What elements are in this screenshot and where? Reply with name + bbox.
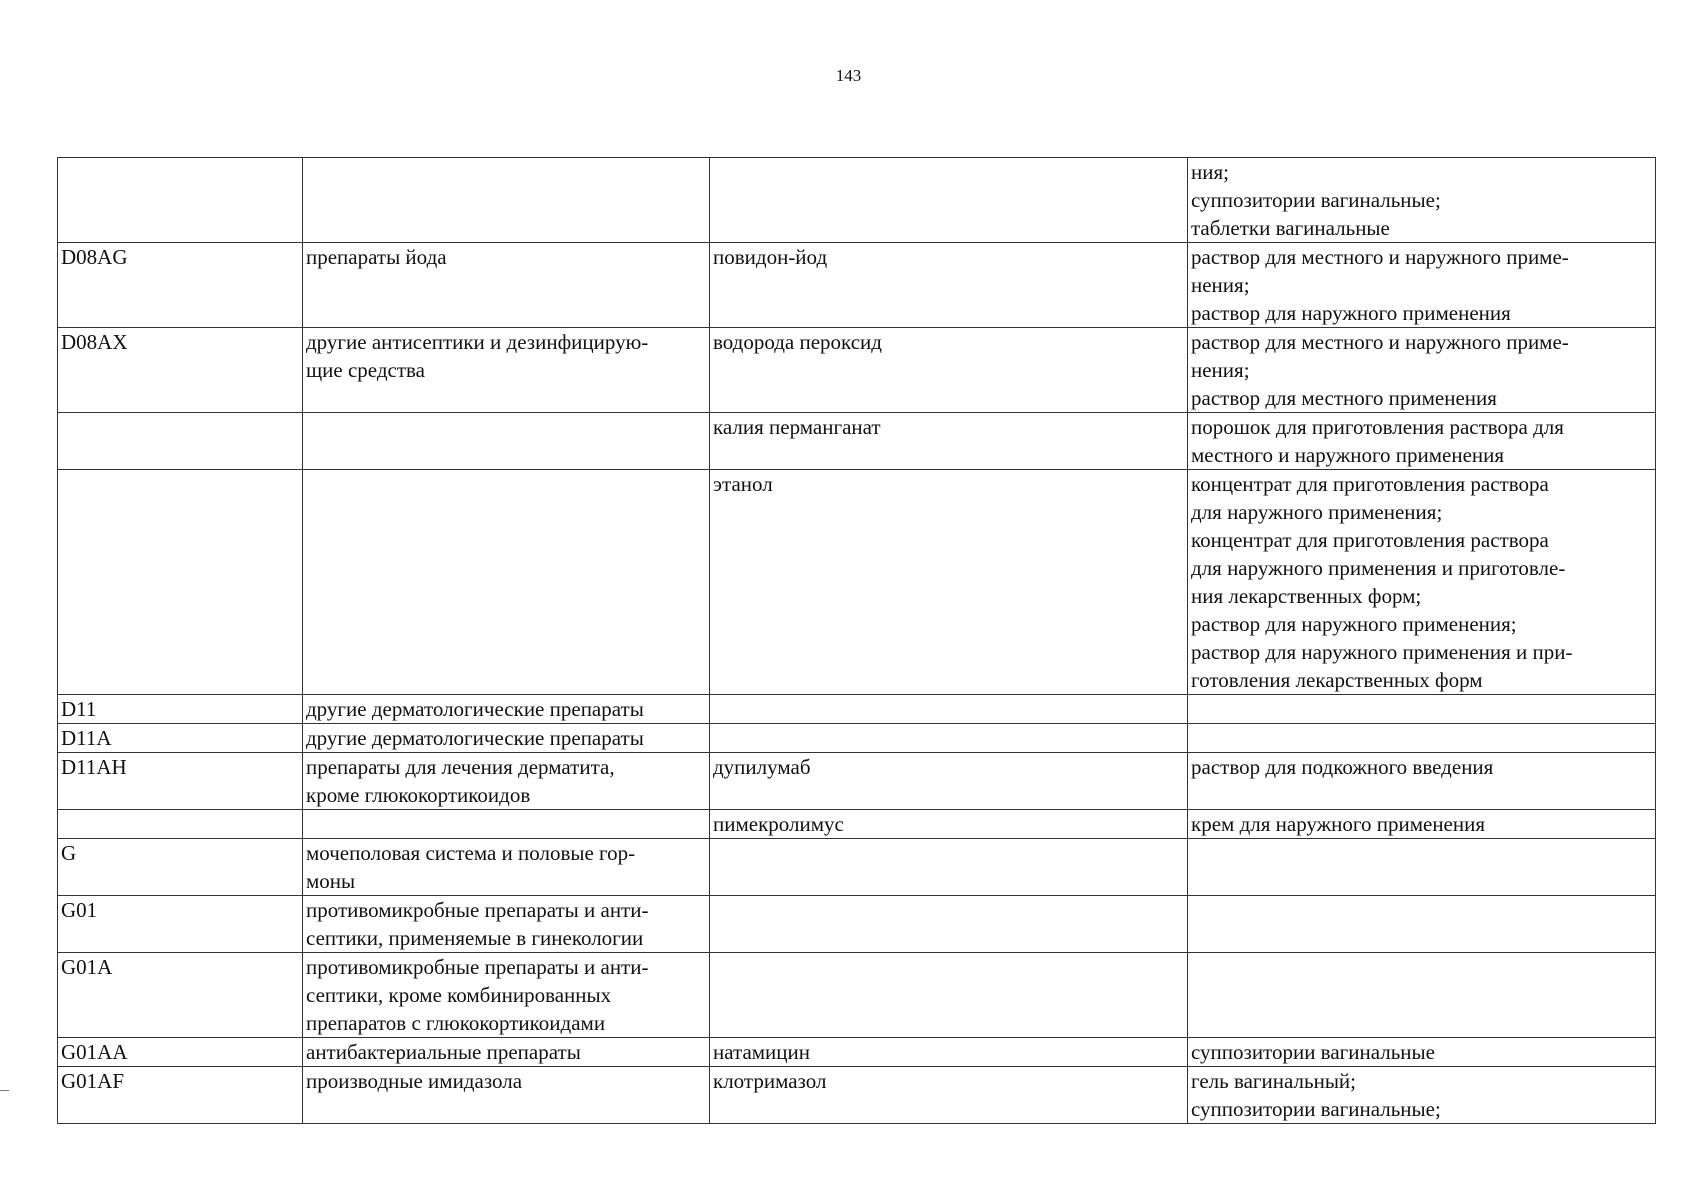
cell-line: ния лекарственных форм;	[1191, 584, 1422, 608]
substance-cell	[710, 1067, 1188, 1124]
forms-cell	[1188, 328, 1656, 413]
substance-cell	[710, 953, 1188, 1038]
substance-cell	[710, 695, 1188, 724]
code-cell	[58, 328, 303, 413]
forms-cell	[1188, 243, 1656, 328]
substance-cell	[710, 243, 1188, 328]
cell-line: калия перманганат	[713, 415, 881, 439]
forms-cell	[1188, 470, 1656, 695]
cell-line: таблетки вагинальные	[1191, 216, 1390, 240]
table-row	[58, 839, 1656, 896]
table-row	[58, 724, 1656, 753]
table-row	[58, 243, 1656, 328]
substance-cell	[710, 753, 1188, 810]
cell-line: раствор для местного и наружного приме-	[1191, 330, 1569, 354]
cell-line: антибактериальные препараты	[306, 1040, 581, 1064]
forms-cell	[1188, 158, 1656, 243]
code-cell	[58, 724, 303, 753]
cell-line: повидон-йод	[713, 245, 828, 269]
cell-line: препаратов с глюкокортикоидами	[306, 1011, 606, 1035]
cell-line: раствор для наружного применения	[1191, 301, 1511, 325]
cell-line: гель вагинальный;	[1191, 1069, 1356, 1093]
cell-line: готовления лекарственных форм	[1191, 668, 1483, 692]
group-cell	[303, 695, 710, 724]
cell-line: G01AA	[61, 1040, 128, 1064]
page-number: 143	[835, 66, 862, 85]
group-cell	[303, 753, 710, 810]
substance-cell	[710, 724, 1188, 753]
code-cell	[58, 1038, 303, 1067]
cell-line: натамицин	[713, 1040, 811, 1064]
group-cell	[303, 470, 710, 695]
cell-line: раствор для наружного применения;	[1191, 612, 1517, 636]
medication-table	[57, 157, 1656, 1124]
substance-cell	[710, 1038, 1188, 1067]
group-cell	[303, 953, 710, 1038]
code-cell	[58, 158, 303, 243]
group-cell	[303, 1067, 710, 1124]
cell-line: нения;	[1191, 358, 1250, 382]
substance-cell	[710, 896, 1188, 953]
cell-line: противомикробные препараты и анти-	[306, 955, 649, 979]
group-cell	[303, 413, 710, 470]
cell-line: G	[61, 841, 77, 865]
table-row	[58, 1038, 1656, 1067]
cell-line: суппозитории вагинальные	[1191, 1040, 1435, 1064]
group-cell	[303, 810, 710, 839]
cell-line: концентрат для приготовления раствора	[1191, 472, 1549, 496]
forms-cell	[1188, 413, 1656, 470]
code-cell	[58, 695, 303, 724]
group-cell	[303, 839, 710, 896]
table-row	[58, 328, 1656, 413]
code-cell	[58, 470, 303, 695]
cell-line: D11A	[61, 726, 112, 750]
cell-line: клотримазол	[713, 1069, 827, 1093]
forms-cell	[1188, 695, 1656, 724]
substance-cell	[710, 413, 1188, 470]
code-cell	[58, 953, 303, 1038]
table-row	[58, 1067, 1656, 1124]
forms-cell	[1188, 953, 1656, 1038]
table-row	[58, 953, 1656, 1038]
table-row	[58, 470, 1656, 695]
cell-line: для наружного применения;	[1191, 500, 1443, 524]
cell-line: концентрат для приготовления раствора	[1191, 528, 1549, 552]
group-cell	[303, 1038, 710, 1067]
cell-line: D08AG	[61, 245, 128, 269]
cell-line: для наружного применения и приготовле-	[1191, 556, 1566, 580]
cell-line: ния;	[1191, 160, 1229, 184]
code-cell	[58, 413, 303, 470]
code-cell	[58, 839, 303, 896]
cell-line: суппозитории вагинальные;	[1191, 1097, 1441, 1121]
cell-line: мочеполовая система и половые гор-	[306, 841, 636, 865]
cell-line: водорода пероксид	[713, 330, 882, 354]
cell-line: G01AF	[61, 1069, 125, 1093]
cell-line: G01	[61, 898, 98, 922]
table-body	[58, 158, 1656, 1124]
cell-line: кроме глюкокортикоидов	[306, 783, 531, 807]
table-row	[58, 158, 1656, 243]
forms-cell	[1188, 839, 1656, 896]
forms-cell	[1188, 810, 1656, 839]
cell-line: препараты для лечения дерматита,	[306, 755, 615, 779]
code-cell	[58, 753, 303, 810]
cell-line: противомикробные препараты и анти-	[306, 898, 649, 922]
table-row	[58, 753, 1656, 810]
substance-cell	[710, 839, 1188, 896]
cell-line: этанол	[713, 472, 773, 496]
cell-line: щие средства	[306, 358, 425, 382]
cell-line: G01A	[61, 955, 113, 979]
code-cell	[58, 1067, 303, 1124]
cell-line: раствор для местного применения	[1191, 386, 1497, 410]
group-cell	[303, 158, 710, 243]
substance-cell	[710, 470, 1188, 695]
cell-line: пимекролимус	[713, 812, 844, 836]
cell-line: раствор для наружного применения и при-	[1191, 640, 1573, 664]
code-cell	[58, 896, 303, 953]
cell-line: моны	[306, 869, 356, 893]
substance-cell	[710, 328, 1188, 413]
table-row	[58, 810, 1656, 839]
forms-cell	[1188, 724, 1656, 753]
cell-line: дупилумаб	[713, 755, 811, 779]
scan-edge-mark	[0, 1090, 9, 1091]
group-cell	[303, 328, 710, 413]
cell-line: D08AX	[61, 330, 128, 354]
cell-line: местного и наружного применения	[1191, 443, 1505, 467]
cell-line: крем для наружного применения	[1191, 812, 1486, 836]
group-cell	[303, 724, 710, 753]
forms-cell	[1188, 1067, 1656, 1124]
table-row	[58, 413, 1656, 470]
cell-line: септики, применяемые в гинекологии	[306, 926, 644, 950]
forms-cell	[1188, 753, 1656, 810]
cell-line: суппозитории вагинальные;	[1191, 188, 1441, 212]
group-cell	[303, 243, 710, 328]
substance-cell	[710, 810, 1188, 839]
cell-line: другие дерматологические препараты	[306, 726, 644, 750]
code-cell	[58, 810, 303, 839]
cell-line: раствор для подкожного введения	[1191, 755, 1494, 779]
cell-line: порошок для приготовления раствора для	[1191, 415, 1564, 439]
code-cell	[58, 243, 303, 328]
cell-line: нения;	[1191, 273, 1250, 297]
cell-line: септики, кроме комбинированных	[306, 983, 612, 1007]
cell-line: производные имидазола	[306, 1069, 523, 1093]
forms-cell	[1188, 1038, 1656, 1067]
cell-line: D11AH	[61, 755, 127, 779]
cell-line: другие антисептики и дезинфицирую-	[306, 330, 649, 354]
table-row	[58, 695, 1656, 724]
cell-line: D11	[61, 697, 97, 721]
cell-line: препараты йода	[306, 245, 447, 269]
cell-line: раствор для местного и наружного приме-	[1191, 245, 1569, 269]
table-row	[58, 896, 1656, 953]
cell-line: другие дерматологические препараты	[306, 697, 644, 721]
group-cell	[303, 896, 710, 953]
forms-cell	[1188, 896, 1656, 953]
substance-cell	[710, 158, 1188, 243]
